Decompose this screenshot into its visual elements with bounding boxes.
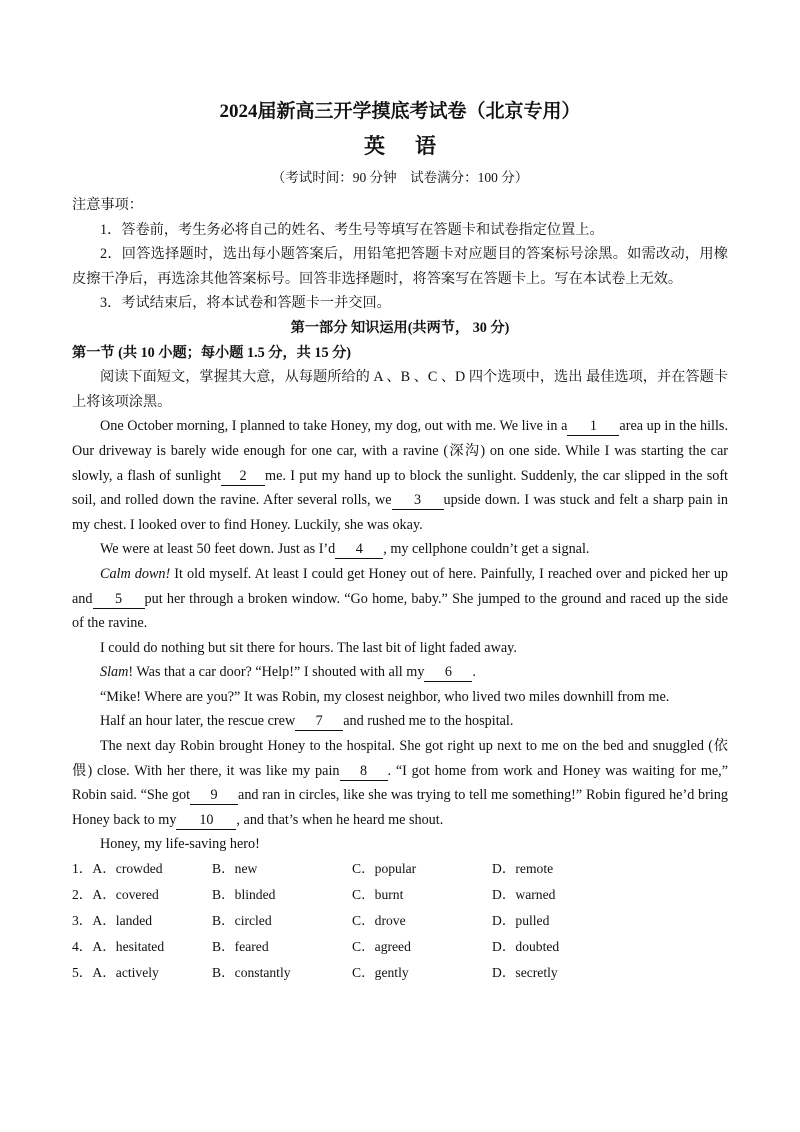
blank-4: 4 — [335, 541, 383, 559]
option-c: C．popular — [352, 861, 417, 876]
exam-info: （考试时间：90 分钟 试卷满分：100 分） — [271, 170, 529, 185]
passage-text: area up in the hills. Our driveway is barely wide enough for one car, with a ravine (深沟) on one side. While I was starting the car slowly, a flash of sunlight — [72, 418, 728, 484]
passage-text: put her through a broken window. “Go home, baby.” She jumped to the ground and raced up the side of the ravine. — [72, 590, 728, 632]
passage-paragraph — [72, 562, 728, 636]
passage-paragraph: I could do nothing but sit there for hours. The last bit of light faded away. — [100, 639, 517, 656]
option-a: 4．A．hesitated — [72, 939, 165, 954]
passage-text: One October morning, I planned to take Honey, my dog, out with me. We live in a — [100, 418, 568, 435]
blank-10: 10 — [176, 812, 236, 830]
passage-text: and ran in circles, like she was trying to tell me something!” Robin figured he’d bring Honey back to my — [72, 787, 728, 828]
passage-paragraph: “Mike! Where are you?” It was Robin, my closest neighbor, who lived two miles downhill from me. — [100, 688, 670, 705]
passage-text: The next day Robin brought Honey to the hospital. She got right up next to me on the bed and snuggled (依偎) close. With her there, it was like my pain — [72, 738, 728, 779]
question-row — [72, 882, 728, 908]
passage-paragraph — [72, 537, 728, 562]
passage-text: We were at least 50 feet down. Just as I’d — [100, 541, 336, 558]
option-c: C．drove — [352, 913, 406, 928]
passage-paragraph — [72, 709, 728, 734]
question-row — [72, 908, 728, 934]
exam-body — [72, 193, 728, 857]
option-c: C．agreed — [352, 939, 411, 954]
question-row — [72, 934, 728, 960]
option-d: D．secretly — [492, 965, 558, 980]
option-a: 2．A．covered — [72, 887, 159, 902]
option-d: D．doubted — [492, 939, 560, 954]
option-a: 1．A．crowded — [72, 861, 163, 876]
option-b: B．new — [212, 861, 258, 876]
part-heading: 第一部分 知识运用(共两节， 30 分) — [290, 319, 510, 336]
passage-text: . — [472, 664, 476, 681]
blank-2: 2 — [221, 468, 265, 486]
option-c: C．gently — [352, 965, 409, 980]
passage-paragraph — [72, 734, 728, 832]
note-item: 1．答卷前，考生务必将自己的姓名、考生号等填写在答题卡和试卷指定位置上。 — [100, 221, 604, 238]
passage-text: upside down. I was stuck and felt a sharp pain in my chest. I looked over to find Honey. Luckily, she was okay. — [72, 492, 728, 533]
notes-heading: 注意事项： — [72, 197, 143, 213]
instruction: 阅读下面短文，掌握其大意，从每题所给的 A 、B 、C 、D 四个选项中，选出 最佳选项，并在答题卡上将该项涂黑。 — [72, 369, 728, 410]
passage-text: . “I got home from work and Honey was waiting for me,” Robin said. “She got — [72, 762, 728, 804]
note-item: 2．回答选择题时，选出每小题答案后，用铅笔把答题卡对应题目的答案标号涂黑。如需改动，用橡皮擦干净后，再选涂其他答案标号。回答非选择题时，将答案写在答题卡上。写在本试卷上无效。 — [72, 246, 728, 287]
option-a: 5．A．actively — [72, 965, 159, 980]
passage-paragraph — [72, 660, 728, 685]
passage-text: and rushed me to the hospital. — [343, 713, 514, 730]
passage-text: Half an hour later, the rescue crew — [100, 713, 296, 730]
passage-paragraph: Honey, my life-saving hero! — [100, 836, 260, 853]
blank-7: 7 — [295, 713, 343, 731]
option-d: D．pulled — [492, 913, 550, 928]
question-options — [72, 856, 728, 986]
option-c: C．burnt — [352, 887, 404, 902]
option-b: B．constantly — [212, 965, 291, 980]
blank-3: 3 — [392, 492, 444, 510]
passage-text: It old myself. At least I could get Honey out of here. Painfully, I reached over and picked her up and — [72, 565, 729, 607]
exam-subject: 英语 — [364, 134, 466, 158]
note-item: 3．考试结束后，将本试卷和答题卡一并交回。 — [100, 295, 391, 312]
option-d: D．warned — [492, 887, 556, 902]
blank-8: 8 — [340, 763, 388, 781]
option-b: B．circled — [212, 913, 272, 928]
passage-paragraph — [72, 414, 728, 537]
option-b: B．blinded — [212, 887, 276, 902]
passage-text: , and that’s when he heard me shout. — [236, 811, 444, 828]
option-a: 3．A．landed — [72, 913, 153, 928]
question-row — [72, 856, 728, 882]
passage-text: me. I put my hand up to block the sunlight. Suddenly, the car slipped in the soft soil, and rolled down the ravine. After several rolls, we — [72, 467, 728, 509]
question-row — [72, 960, 728, 986]
passage-text: , my cellphone couldn’t get a signal. — [383, 541, 590, 558]
option-d: D．remote — [492, 861, 554, 876]
blank-5: 5 — [93, 591, 145, 609]
blank-6: 6 — [424, 664, 472, 682]
section-heading: 第一节 (共 10 小题；每小题 1.5 分，共 15 分) — [72, 344, 352, 361]
passage-italic: Calm down! — [100, 565, 171, 582]
passage-italic: Slam — [100, 664, 129, 681]
passage-text: ! Was that a car door? “Help!” I shouted with all my — [128, 664, 425, 681]
blank-9: 9 — [190, 787, 238, 805]
option-b: B．feared — [212, 939, 269, 954]
exam-title: 2024届新高三开学摸底考试卷（北京专用） — [219, 101, 581, 122]
blank-1: 1 — [567, 418, 619, 436]
